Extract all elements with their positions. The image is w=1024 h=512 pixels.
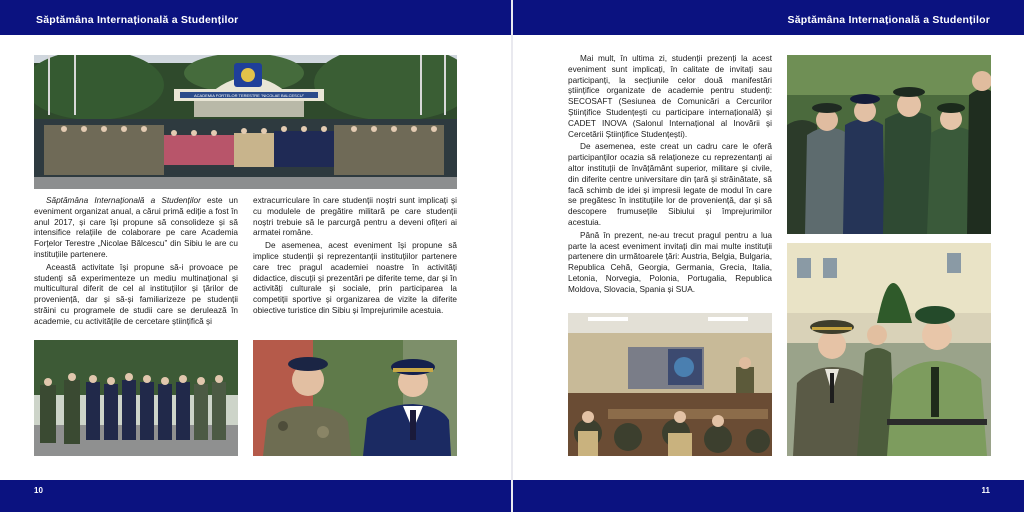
paragraph: Această activitate își propune să-i provoace pe studenți să experimenteze un mediu multinațional și multicultural diferit de cel al instituțiilor și țărilor de proveniență, dar și să-și familiarizeze pe studenții străini cu programele de studii care se derulează în academie, cu activitățile de cercetare științifică și — [34, 262, 238, 326]
paragraph: extracurriculare în care studenții noștri sunt implicați și cu modulele de pregătire militară pe care studenții noștri trebuie să le parcurgă pentru a deveni ofițeri ai armatei române. — [253, 196, 457, 238]
conference-room-photo — [568, 313, 772, 456]
paragraph: De asemenea, este creat un cadru care le oferă participanților ocazia să relaționeze cu reprezentanți ai altor instituții de învățământ superior, militare și civile, din diferite centre universitare din țară și străinătate, să facă schimb de idei și impresii legate de modul în care se pregătesc în instituțiile lor de proveniență, dar și să descopere frumusețile Sibiului și împrejurimilor acestuia. — [568, 142, 772, 227]
left-text-column-2 — [253, 196, 457, 319]
officers-line-photo — [34, 340, 238, 456]
female-cadets-photo — [787, 243, 991, 456]
page-gutter — [511, 0, 513, 512]
paragraph: este un eveniment organizat anual, a cărui primă ediție a fost în anul 2017, și care își propune să consolideze și să intensifice relațiile de colaborare pe care Academia Forțelor Terestre „Nicolae Bălcescu” din Sibiu le are cu instituțiile partenere. — [34, 196, 238, 259]
group-photo — [34, 55, 457, 189]
two-cadets-photo — [253, 340, 457, 456]
left-page-header: Săptămâna Internațională a Studenților — [36, 14, 239, 26]
monument-banner-text: ACADEMIA FORTELOR TERESTRE "NICOLAE BALCESCU" — [193, 93, 305, 98]
left-text-column-1 — [34, 196, 238, 330]
paragraph: Mai mult, în ultima zi, studenții prezenți la acest eveniment sunt implicați, în calitate de invitați sau participanți, la secțiunile celor două manifestări științifice organizate de academie pentru studenți: SECOSAFT (Sesiunea de Comunicări a Cercurilor Științifice Studențești cu participare internațională) și CADET INOVA (Salonul Internațional al Inovării și Cercetării Științifice Studențești). — [568, 54, 772, 139]
left-page-number: 10 — [34, 486, 43, 495]
paragraph: Până în prezent, ne-au trecut pragul pentru a lua parte la acest eveniment invitați din mai multe instituții partenere din următoarele țări: Austria, Belgia, Bulgaria, Republica Cehă, Georgia, Germania, Grecia, Italia, Letonia, Norvegia, Polonia, Portugalia, Republica Moldova, Slovacia, Spania și SUA. — [568, 230, 772, 294]
event-name: Săptămâna Internațională a Studenților — [46, 196, 201, 205]
right-page-number: 11 — [981, 486, 990, 495]
paragraph: De asemenea, acest eveniment își propune să implice studenții și reprezentanții instituțiilor partenere care trec pragul academiei noastre în activități didactice, discuții și prezentări pe diferite teme, dar și în activități culturale și sociale, prin participarea la competiții sportive și organizarea de vizite la diferite obiective turistice din Sibiu și împrejurimile acestuia. — [253, 241, 457, 315]
right-text-column — [568, 54, 772, 298]
right-page-header: Săptămâna Internațională a Studenților — [787, 14, 990, 26]
cadets-formation-photo — [787, 55, 991, 234]
